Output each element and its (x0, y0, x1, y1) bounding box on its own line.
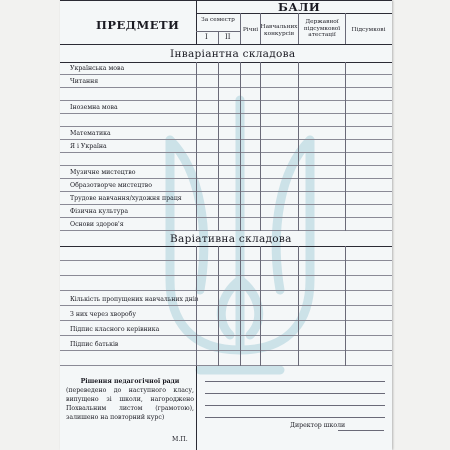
invariant-grade-cell[interactable] (298, 88, 345, 101)
variative-grade-cell[interactable] (218, 351, 240, 366)
invariant-grade-cell[interactable] (196, 75, 218, 88)
invariant-grade-cell[interactable] (260, 192, 298, 205)
invariant-grade-cell[interactable] (298, 140, 345, 153)
variative-grade-cell[interactable] (196, 276, 218, 291)
invariant-row-label: Фізична культура (70, 208, 129, 215)
invariant-grade-cell[interactable] (298, 166, 345, 179)
invariant-grade-cell[interactable] (240, 140, 260, 153)
variative-grade-cell[interactable] (260, 261, 298, 276)
variative-grade-cell[interactable] (260, 306, 298, 321)
invariant-grade-cell[interactable] (240, 153, 260, 166)
invariant-grade-cell[interactable] (260, 205, 298, 218)
variative-grade-cell[interactable] (260, 351, 298, 366)
invariant-row-label: Музичне мистецтво (70, 169, 136, 176)
invariant-grade-cell[interactable] (218, 62, 240, 75)
invariant-grade-cell[interactable] (345, 127, 392, 140)
semester-1-heading: I (205, 33, 208, 41)
annual-heading: Річні (242, 27, 259, 33)
variative-grade-cell[interactable] (298, 276, 345, 291)
invariant-grade-cell[interactable] (240, 205, 260, 218)
invariant-grade-cell[interactable] (196, 62, 218, 75)
variative-grade-cell[interactable] (196, 246, 218, 261)
variative-grade-cell[interactable] (260, 321, 298, 336)
invariant-grade-cell[interactable] (260, 127, 298, 140)
invariant-grade-cell[interactable] (260, 179, 298, 192)
variative-grade-cell[interactable] (298, 351, 345, 366)
variative-row-label: З них через хворобу (70, 311, 136, 318)
variative-grade-cell[interactable] (260, 291, 298, 306)
variative-grade-cell[interactable] (260, 246, 298, 261)
variative-grade-cell[interactable] (298, 261, 345, 276)
variative-grade-cell[interactable] (196, 291, 218, 306)
variative-grade-cell[interactable] (345, 336, 392, 351)
invariant-grade-cell[interactable] (345, 153, 392, 166)
invariant-grade-cell[interactable] (196, 114, 218, 127)
invariant-grade-cell[interactable] (298, 62, 345, 75)
state-exams-heading: Державної підсумкової атестації (303, 19, 341, 39)
invariant-grade-cell[interactable] (298, 75, 345, 88)
invariant-row-label: Образотворче мистецтво (70, 182, 152, 189)
invariant-grade-cell[interactable] (345, 140, 392, 153)
invariant-grade-cell[interactable] (218, 166, 240, 179)
variative-grade-cell[interactable] (196, 261, 218, 276)
variative-grade-cell[interactable] (240, 291, 260, 306)
council-decision-note: (переведено до наступного класу, випущено зі школи, нагороджено Похвальним листом (грамотою), залишено на повторний курс) (66, 387, 194, 421)
variative-grade-cell[interactable] (298, 291, 345, 306)
invariant-row-label: Основи здоров'я (70, 221, 124, 228)
invariant-grade-cell[interactable] (196, 166, 218, 179)
header-bottom-rule (60, 44, 392, 45)
invariant-grade-cell[interactable] (298, 101, 345, 114)
council-decision-title: Рішення педагогічної ради (80, 378, 180, 385)
variative-grade-cell[interactable] (345, 276, 392, 291)
variative-row-label: Підпис батьків (70, 341, 119, 348)
invariant-grade-cell[interactable] (218, 140, 240, 153)
invariant-grade-cell[interactable] (345, 205, 392, 218)
invariant-grade-cell[interactable] (196, 205, 218, 218)
variative-grade-cell[interactable] (345, 351, 392, 366)
invariant-grade-cell[interactable] (298, 153, 345, 166)
invariant-grade-cell[interactable] (298, 127, 345, 140)
invariant-grade-cell[interactable] (240, 88, 260, 101)
invariant-row-label: Математика (70, 130, 111, 137)
invariant-grade-cell[interactable] (218, 153, 240, 166)
variative-grade-cell[interactable] (240, 336, 260, 351)
invariant-grade-cell[interactable] (240, 127, 260, 140)
final-heading: Підсумкові (351, 27, 386, 33)
variative-grade-cell[interactable] (196, 351, 218, 366)
semester-2-heading: II (225, 33, 231, 41)
variative-row-label: Підпис класного керівника (70, 326, 160, 333)
invariant-grade-cell[interactable] (345, 88, 392, 101)
invariant-grade-cell[interactable] (196, 218, 218, 231)
variative-grade-cell[interactable] (218, 306, 240, 321)
variative-grade-cell[interactable] (218, 336, 240, 351)
variative-grade-cell[interactable] (298, 306, 345, 321)
invariant-grade-cell[interactable] (345, 179, 392, 192)
invariant-grade-cell[interactable] (240, 101, 260, 114)
variative-grade-cell[interactable] (345, 246, 392, 261)
variative-row-label: Кількість пропущених навчальних днів (70, 296, 199, 303)
invariant-grade-cell[interactable] (218, 205, 240, 218)
variative-grade-cell[interactable] (240, 306, 260, 321)
invariant-grade-cell[interactable] (218, 114, 240, 127)
variative-grade-cell[interactable] (196, 321, 218, 336)
contest-heading: Навчальних конкурсів (260, 24, 298, 37)
variative-grade-cell[interactable] (218, 276, 240, 291)
invariant-row-label: Іноземна мова (70, 104, 118, 111)
director-signature-line[interactable] (338, 430, 384, 431)
invariant-grade-cell[interactable] (218, 75, 240, 88)
invariant-grade-cell[interactable] (298, 218, 345, 231)
subjects-heading: ПРЕДМЕТИ (96, 18, 180, 32)
invariant-grade-cell[interactable] (240, 192, 260, 205)
grades-heading: БАЛИ (278, 0, 321, 14)
variative-grade-cell[interactable] (260, 336, 298, 351)
variative-grade-cell[interactable] (240, 351, 260, 366)
invariant-row-label: Українська мова (70, 65, 125, 72)
invariant-grade-cell[interactable] (345, 75, 392, 88)
invariant-grade-cell[interactable] (218, 127, 240, 140)
variative-section-title: Варіативна складова (170, 233, 292, 245)
variative-grade-cell[interactable] (240, 276, 260, 291)
invariant-grade-cell[interactable] (218, 192, 240, 205)
variative-grade-cell[interactable] (345, 291, 392, 306)
variative-grade-cell[interactable] (345, 261, 392, 276)
director-signature-label: Директор школи (290, 422, 346, 429)
invariant-grade-cell[interactable] (196, 179, 218, 192)
invariant-grade-cell[interactable] (240, 75, 260, 88)
variative-grade-cell[interactable] (218, 246, 240, 261)
invariant-row-label: Читання (70, 78, 99, 85)
variative-grade-cell[interactable] (345, 321, 392, 336)
invariant-grade-cell[interactable] (196, 127, 218, 140)
variative-grade-cell[interactable] (196, 336, 218, 351)
invariant-grade-cell[interactable] (218, 101, 240, 114)
invariant-grade-cell[interactable] (218, 179, 240, 192)
variative-grade-cell[interactable] (218, 321, 240, 336)
invariant-grade-cell[interactable] (240, 62, 260, 75)
invariant-row-label: Я і Україна (70, 143, 107, 150)
invariant-grade-cell[interactable] (298, 192, 345, 205)
variative-grade-cell[interactable] (218, 291, 240, 306)
invariant-grade-cell[interactable] (260, 114, 298, 127)
invariant-grade-cell[interactable] (298, 205, 345, 218)
invariant-grade-cell[interactable] (345, 62, 392, 75)
invariant-grade-cell[interactable] (345, 114, 392, 127)
variative-grade-cell[interactable] (298, 336, 345, 351)
invariant-grade-cell[interactable] (240, 166, 260, 179)
variative-grade-cell[interactable] (298, 246, 345, 261)
invariant-grade-cell[interactable] (260, 62, 298, 75)
invariant-grade-cell[interactable] (240, 218, 260, 231)
stamp-label: М.П. (172, 436, 188, 443)
invariant-grade-cell[interactable] (218, 218, 240, 231)
semester-heading: За семестр (201, 17, 235, 23)
invariant-grade-cell[interactable] (345, 166, 392, 179)
report-card-sheet (60, 0, 392, 450)
variative-grade-cell[interactable] (240, 246, 260, 261)
invariant-row-label: Трудове навчання/художня праця (70, 195, 182, 202)
invariant-grade-cell[interactable] (260, 140, 298, 153)
invariant-grade-cell[interactable] (196, 140, 218, 153)
variative-grade-cell[interactable] (260, 276, 298, 291)
invariant-grade-cell[interactable] (345, 218, 392, 231)
invariant-grade-cell[interactable] (240, 179, 260, 192)
invariant-grade-cell[interactable] (298, 179, 345, 192)
invariant-grade-cell[interactable] (260, 166, 298, 179)
invariant-grade-cell[interactable] (260, 153, 298, 166)
invariant-grade-cell[interactable] (196, 88, 218, 101)
invariant-grade-cell[interactable] (260, 101, 298, 114)
invariant-grade-cell[interactable] (260, 88, 298, 101)
invariant-grade-cell[interactable] (196, 192, 218, 205)
variative-grade-cell[interactable] (298, 321, 345, 336)
variative-grade-cell[interactable] (196, 306, 218, 321)
variative-grade-cell[interactable] (218, 261, 240, 276)
invariant-grade-cell[interactable] (196, 153, 218, 166)
invariant-grade-cell[interactable] (345, 101, 392, 114)
invariant-grade-cell[interactable] (218, 88, 240, 101)
invariant-grade-cell[interactable] (240, 114, 260, 127)
invariant-grade-cell[interactable] (196, 101, 218, 114)
invariant-grade-cell[interactable] (345, 192, 392, 205)
invariant-section-title: Інваріантна складова (170, 48, 296, 60)
variative-grade-cell[interactable] (240, 261, 260, 276)
variative-grade-cell[interactable] (345, 306, 392, 321)
invariant-grade-cell[interactable] (298, 114, 345, 127)
invariant-grade-cell[interactable] (260, 75, 298, 88)
invariant-grade-cell[interactable] (260, 218, 298, 231)
variative-grade-cell[interactable] (240, 321, 260, 336)
